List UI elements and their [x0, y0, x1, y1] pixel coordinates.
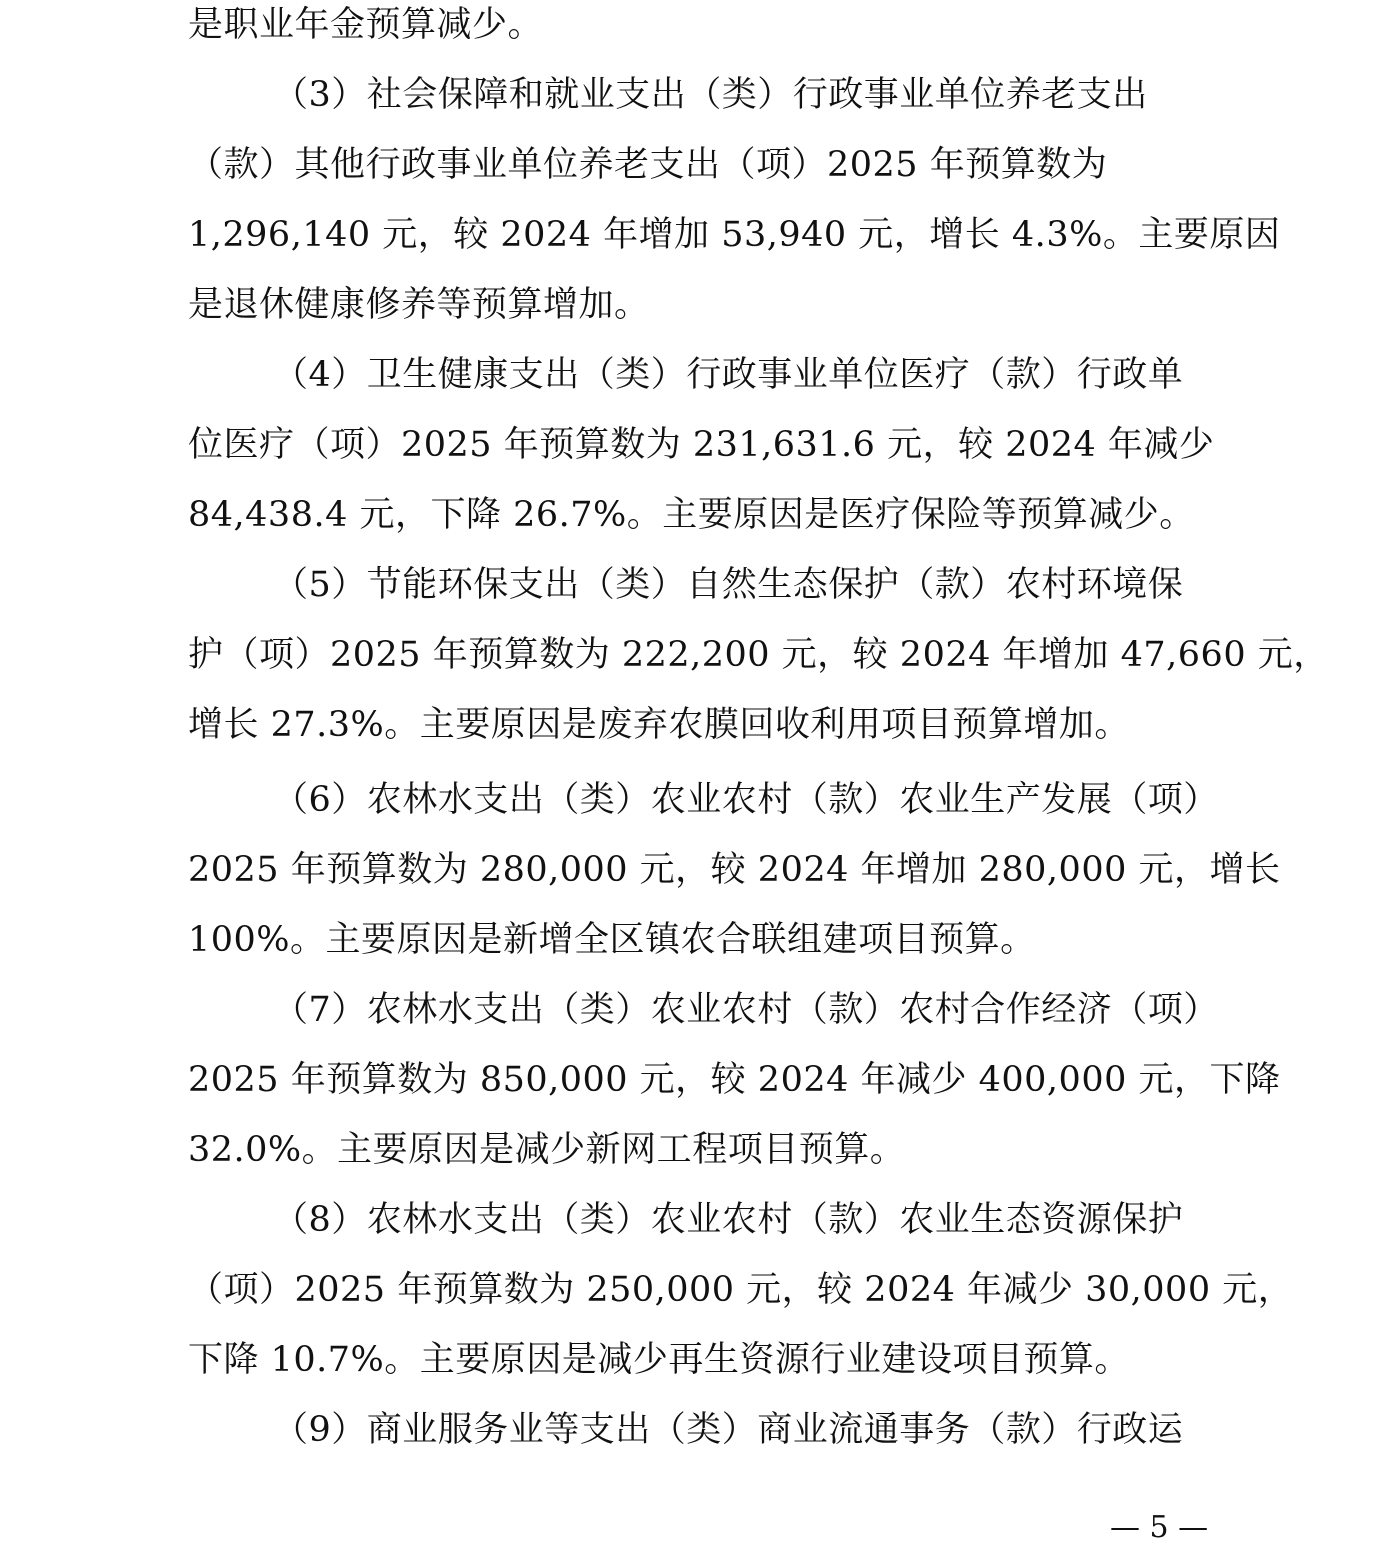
paragraph-line: 100%。主要原因是新增全区镇农合联组建项目预算。	[188, 920, 1036, 960]
paragraph-line: 1,296,140 元，较 2024 年增加 53,940 元，增长 4.3%。主要原因	[188, 215, 1281, 255]
paragraph-line: 2025 年预算数为 850,000 元，较 2024 年减少 400,000 元，下降	[188, 1060, 1281, 1100]
paragraph-line: 32.0%。主要原因是减少新网工程项目预算。	[188, 1130, 906, 1170]
paragraph-line: 增长 27.3%。主要原因是废弃农膜回收利用项目预算增加。	[188, 705, 1130, 745]
paragraph-line: 2025 年预算数为 280,000 元，较 2024 年增加 280,000 元，增长	[188, 850, 1281, 890]
paragraph-line: 护（项）2025 年预算数为 222,200 元，较 2024 年增加 47,660 元，	[188, 635, 1329, 675]
paragraph-line: 是退休健康修养等预算增加。	[188, 285, 650, 325]
paragraph-line: （7）农林水支出（类）农业农村（款）农村合作经济（项）	[273, 990, 1219, 1030]
page-number: — 5 —	[1110, 1510, 1209, 1545]
paragraph-line: （项）2025 年预算数为 250,000 元，较 2024 年减少 30,000 元，	[188, 1270, 1294, 1310]
paragraph-line: （8）农林水支出（类）农业农村（款）农业生态资源保护	[273, 1200, 1184, 1240]
paragraph-line: （款）其他行政事业单位养老支出（项）2025 年预算数为	[188, 145, 1108, 185]
paragraph-line: （3）社会保障和就业支出（类）行政事业单位养老支出	[273, 75, 1148, 115]
paragraph-line: 是职业年金预算减少。	[188, 5, 544, 45]
paragraph-line: 下降 10.7%。主要原因是减少再生资源行业建设项目预算。	[188, 1340, 1130, 1380]
paragraph-line: （6）农林水支出（类）农业农村（款）农业生产发展（项）	[273, 780, 1219, 820]
paragraph-line: （9）商业服务业等支出（类）商业流通事务（款）行政运	[273, 1410, 1184, 1450]
paragraph-line: （4）卫生健康支出（类）行政事业单位医疗（款）行政单	[273, 355, 1184, 395]
paragraph-line: 84,438.4 元，下降 26.7%。主要原因是医疗保险等预算减少。	[188, 495, 1195, 535]
paragraph-line: （5）节能环保支出（类）自然生态保护（款）农村环境保	[273, 565, 1184, 605]
paragraph-line: 位医疗（项）2025 年预算数为 231,631.6 元，较 2024 年减少	[188, 425, 1215, 465]
